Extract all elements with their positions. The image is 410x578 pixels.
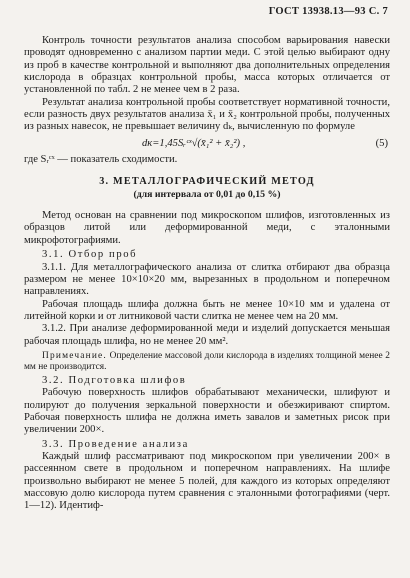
- paragraph-3-1-1-workarea: Рабочая площадь шлифа должна быть не менее 10×10 мм и удалена от литейной корки и от литниковой части слитка не менее чем на 20 мм.: [24, 298, 390, 322]
- note-label: Примечание.: [42, 350, 107, 361]
- note-text: Определение массовой доли кислорода в изделиях толщиной менее 2 мм не производится.: [24, 350, 390, 372]
- page-header: ГОСТ 13938.13—93 С. 7: [268, 6, 388, 17]
- paragraph-control-result: Результат анализа контрольной пробы соответствует нормативной точности, если разность двух результатов анализа x̄₁ и x̄₂ контрольной пробы, полученных из разных навесок, не превышает величину dₖ, вычисленную по формуле: [24, 96, 390, 133]
- subheading-3-1: 3.1. Отбор проб: [42, 249, 138, 261]
- paragraph-3-2: Рабочую поверхность шлифов обрабатывают механически, шлифуют и полируют до получения зеркальной поверхности и обезжиривают спиртом. Рабочая поверхность шлифа не должна иметь завалов и заметных рисок при увеличении 200×.: [24, 387, 390, 436]
- formula-5: [24, 134, 390, 154]
- subheading-3-2: 3.2. Подготовка шлифов: [42, 374, 187, 386]
- page-body: [24, 35, 390, 513]
- paragraph-3-1-1: 3.1.1. Для металлографического анализа от слитка отбирают два образца размером не менее 10×10×20 мм, вырезанных в продольном и поперечном направлениях.: [24, 261, 390, 298]
- note: [24, 351, 390, 373]
- section-3-title: 3. МЕТАЛЛОГРАФИЧЕСКИЙ МЕТОД: [99, 176, 315, 188]
- paragraph-3-1-2: 3.1.2. При анализе деформированной меди и изделий допускается меньшая рабочая площадь шлифа, но не менее 20 мм².: [24, 323, 390, 347]
- paragraph-3-3: Каждый шлиф рассматривают под микроскопом при увеличении 200× в рассеянном свете в продольном и поперечном направлениях. На шлифе произвольно выбирают не менее 5 полей, для каждого из которых определяют массовую долю кислорода путем сравнения с эталонными фотографиями (черт. 1—12). Идентиф-: [24, 450, 390, 512]
- paragraph-where: где Sᵣᶜˣ — показатель сходимости.: [24, 154, 178, 166]
- paragraph-method: Метод основан на сравнении под микроскопом шлифов, изготовленных из образцов литой или деформированной меди, с эталонными микрофотографиями.: [24, 210, 390, 246]
- subheading-3-3: 3.3. Проведение анализа: [42, 438, 189, 450]
- formula-expression: dк=1,45Sᵣᶜˣ√(x̄₁² + x̄₂²) ,: [142, 137, 246, 149]
- paragraph-control-accuracy: Контроль точности результатов анализа способом варьирования навески проводят одновременно с анализом партии меди. С этой целью выбирают одну из проб в качестве контрольной и выполняют два дополнительных определения кислорода в образцах контрольной пробы, масса которых отличается от установленной по табл. 2 не менее чем в 2 раза.: [24, 35, 390, 96]
- formula-number: (5): [375, 137, 388, 149]
- section-3-subtitle: (для интервала от 0,01 до 0,15 %): [133, 188, 281, 200]
